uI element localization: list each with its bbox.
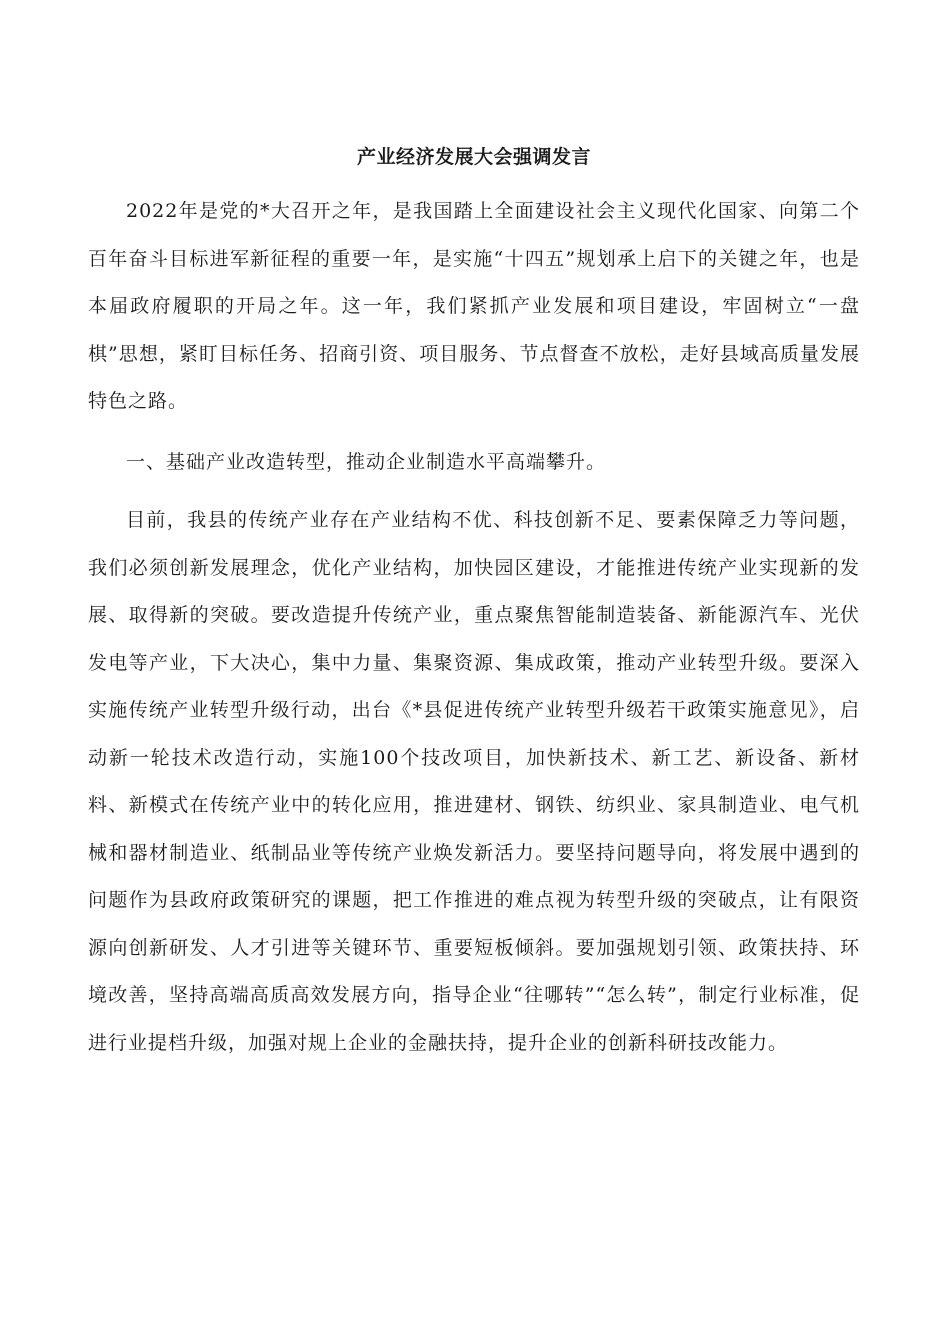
document-page [88, 0, 860, 1344]
document-title: 产业经济发展大会强调发言 [356, 146, 591, 168]
paragraph-section-1-body: 目前，我县的传统产业存在产业结构不优、科技创新不足、要素保障乏力等问题，我们必须创新发展理念，优化产业结构，加快园区建设，才能推进传统产业实现新的发展、取得新的突破。要改造提升传统产业，重点聚焦智能制造装备、新能源汽车、光伏发电等产业，下大决心，集中力量、集聚资源、集成政策，推动产业转型升级。要深入实施传统产业转型升级行动，出台《*县促进传统产业转型升级若干政策实施意见》，启动新一轮技术改造行动，实施100个技改项目，加快新技术、新工艺、新设备、新材料、新模式在传统产业中的转化应用，推进建材、钢铁、纺织业、家具制造业、电气机械和器材制造业、纸制品业等传统产业焕发新活力。要坚持问题导向，将发展中遇到的问题作为县政府政策研究的课题，把工作推进的难点视为转型升级的突破点，让有限资源向创新研发、人才引进等关键环节、重要短板倾斜。要加强规划引领、政策扶持、环境改善，坚持高端高质高效发展方向，指导企业“往哪转”“怎么转”，制定行业标准，促进行业提档升级，加强对规上企业的金融扶持，提升企业的创新科研技改能力。 [88, 509, 860, 1054]
paragraph-intro: 2022年是党的*大召开之年，是我国踏上全面建设社会主义现代化国家、向第二个百年奋斗目标进军新征程的重要一年，是实施“十四五”规划承上启下的关键之年，也是本届政府履职的开局之年。这一年，我们紧抓产业发展和项目建设，牢固树立“一盘棋”思想，紧盯目标任务、招商引资、项目服务、节点督查不放松，走好县域高质量发展特色之路。 [88, 200, 860, 412]
section-heading-1: 一、基础产业改造转型，推动企业制造水平高端攀升。 [126, 451, 607, 473]
